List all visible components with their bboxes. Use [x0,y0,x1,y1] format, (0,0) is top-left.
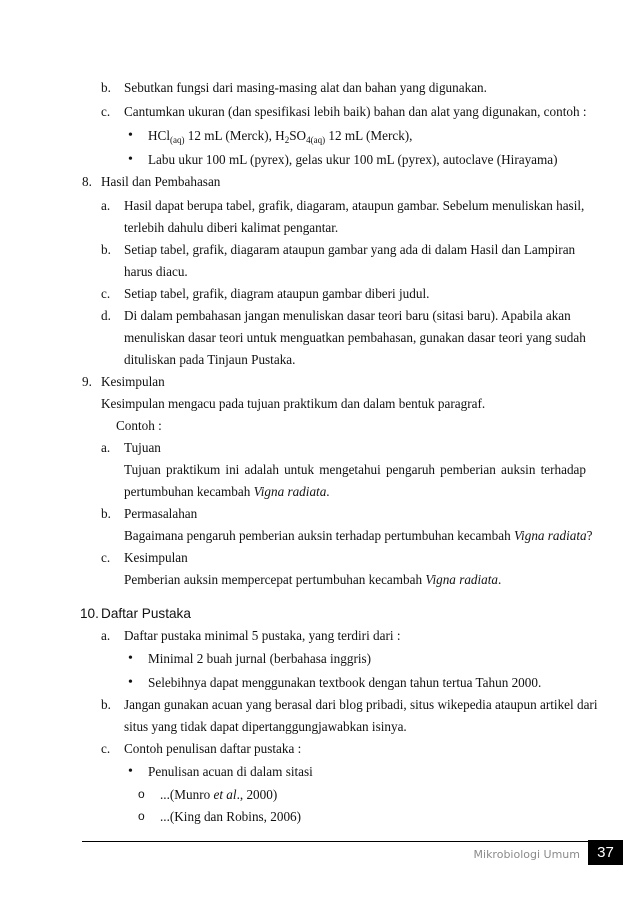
list-item: Contoh penulisan daftar pustaka : [124,741,302,756]
section-number: 10. [80,606,99,621]
list-item: Daftar pustaka minimal 5 pustaka, yang terdiri dari : [124,628,401,643]
subheading: Kesimpulan [124,550,188,565]
subheading: Tujuan [124,440,161,455]
bullet-item: • Labu ukur 100 mL (pyrex), gelas ukur 100 mL (pyrex), autoclave (Hirayama) [148,152,558,168]
paragraph: Tujuan praktikum ini adalah untuk mengetahui pengaruh pemberian auksin terhadap [124,462,586,477]
paragraph: Bagaimana pengaruh pemberian auksin terhadap pertumbuhan kecambah Vigna radiata? [124,528,593,543]
list-item-cont: menuliskan dasar teori untuk menguatkan pembahasan, gunakan dasar teori yang sudah [124,330,586,345]
list-item: Jangan gunakan acuan yang berasal dari blog pribadi, situs wikepedia ataupun artikel dari [124,697,598,712]
list-item-cont: situs yang tidak dapat dipertanggungjawabkan isinya. [124,719,407,734]
item-marker: a. [101,198,111,213]
item-marker: b. [101,697,111,712]
list-item-cont: terlebih dahulu diberi kalimat pengantar. [124,220,339,235]
footer-divider [82,841,588,842]
section-title: Daftar Pustaka [101,606,191,621]
list-item: Setiap tabel, grafik, diagram ataupun gambar diberi judul. [124,286,430,301]
list-item: Di dalam pembahasan jangan menuliskan dasar teori baru (sitasi baru). Apabila akan [124,308,571,323]
item-marker: a. [101,628,111,643]
item-marker: c. [101,741,111,756]
item-marker: d. [101,308,111,323]
subheading: Permasalahan [124,506,198,521]
item-marker: b. [101,506,111,521]
item-marker: c. [101,286,111,301]
item-marker: b. [101,80,111,95]
bullet-item: • Minimal 2 buah jurnal (berbahasa inggris) [148,651,371,667]
citation-example: o ...(King dan Robins, 2006) [160,809,301,825]
list-item: Hasil dapat berupa tabel, grafik, diagaram, ataupun gambar. Sebelum menuliskan hasil, [124,198,585,213]
item-marker: c. [101,104,111,119]
bullet-item: • HCl$_{(aq)}$ 12 mL (Merck), $H_2SO_{4(aq)}$ 12 mL (Merck), [148,128,412,144]
list-item-cont: dituliskan pada Tinjaun Pustaka. [124,352,296,367]
example-label: Contoh : [116,418,162,433]
paragraph: Kesimpulan mengacu pada tujuan praktikum dan dalam bentuk paragraf. [101,396,486,411]
citation-example: o ...(Munro et al., 2000) [160,787,277,803]
paragraph-cont: pertumbuhan kecambah Vigna radiata. [124,484,330,499]
item-marker: a. [101,440,111,455]
section-number: 9. [82,374,92,389]
page-number: 37 [588,840,623,865]
footer-title: Mikrobiologi Umum [473,848,580,861]
item-marker: c. [101,550,111,565]
section-title: Kesimpulan [101,374,165,389]
list-item: Cantumkan ukuran (dan spesifikasi lebih baik) bahan dan alat yang digunakan, contoh : [124,104,587,119]
section-number: 8. [82,174,92,189]
bullet-item: • Selebihnya dapat menggunakan textbook dengan tahun tertua Tahun 2000. [148,675,541,691]
paragraph: Pemberian auksin mempercepat pertumbuhan kecambah Vigna radiata. [124,572,502,587]
item-marker: b. [101,242,111,257]
list-item-cont: harus diacu. [124,264,188,279]
bullet-item: • Penulisan acuan di dalam sitasi [148,764,313,780]
list-item: Sebutkan fungsi dari masing-masing alat dan bahan yang digunakan. [124,80,487,95]
section-title: Hasil dan Pembahasan [101,174,221,189]
list-item: Setiap tabel, grafik, diagaram ataupun gambar yang ada di dalam Hasil dan Lampiran [124,242,576,257]
